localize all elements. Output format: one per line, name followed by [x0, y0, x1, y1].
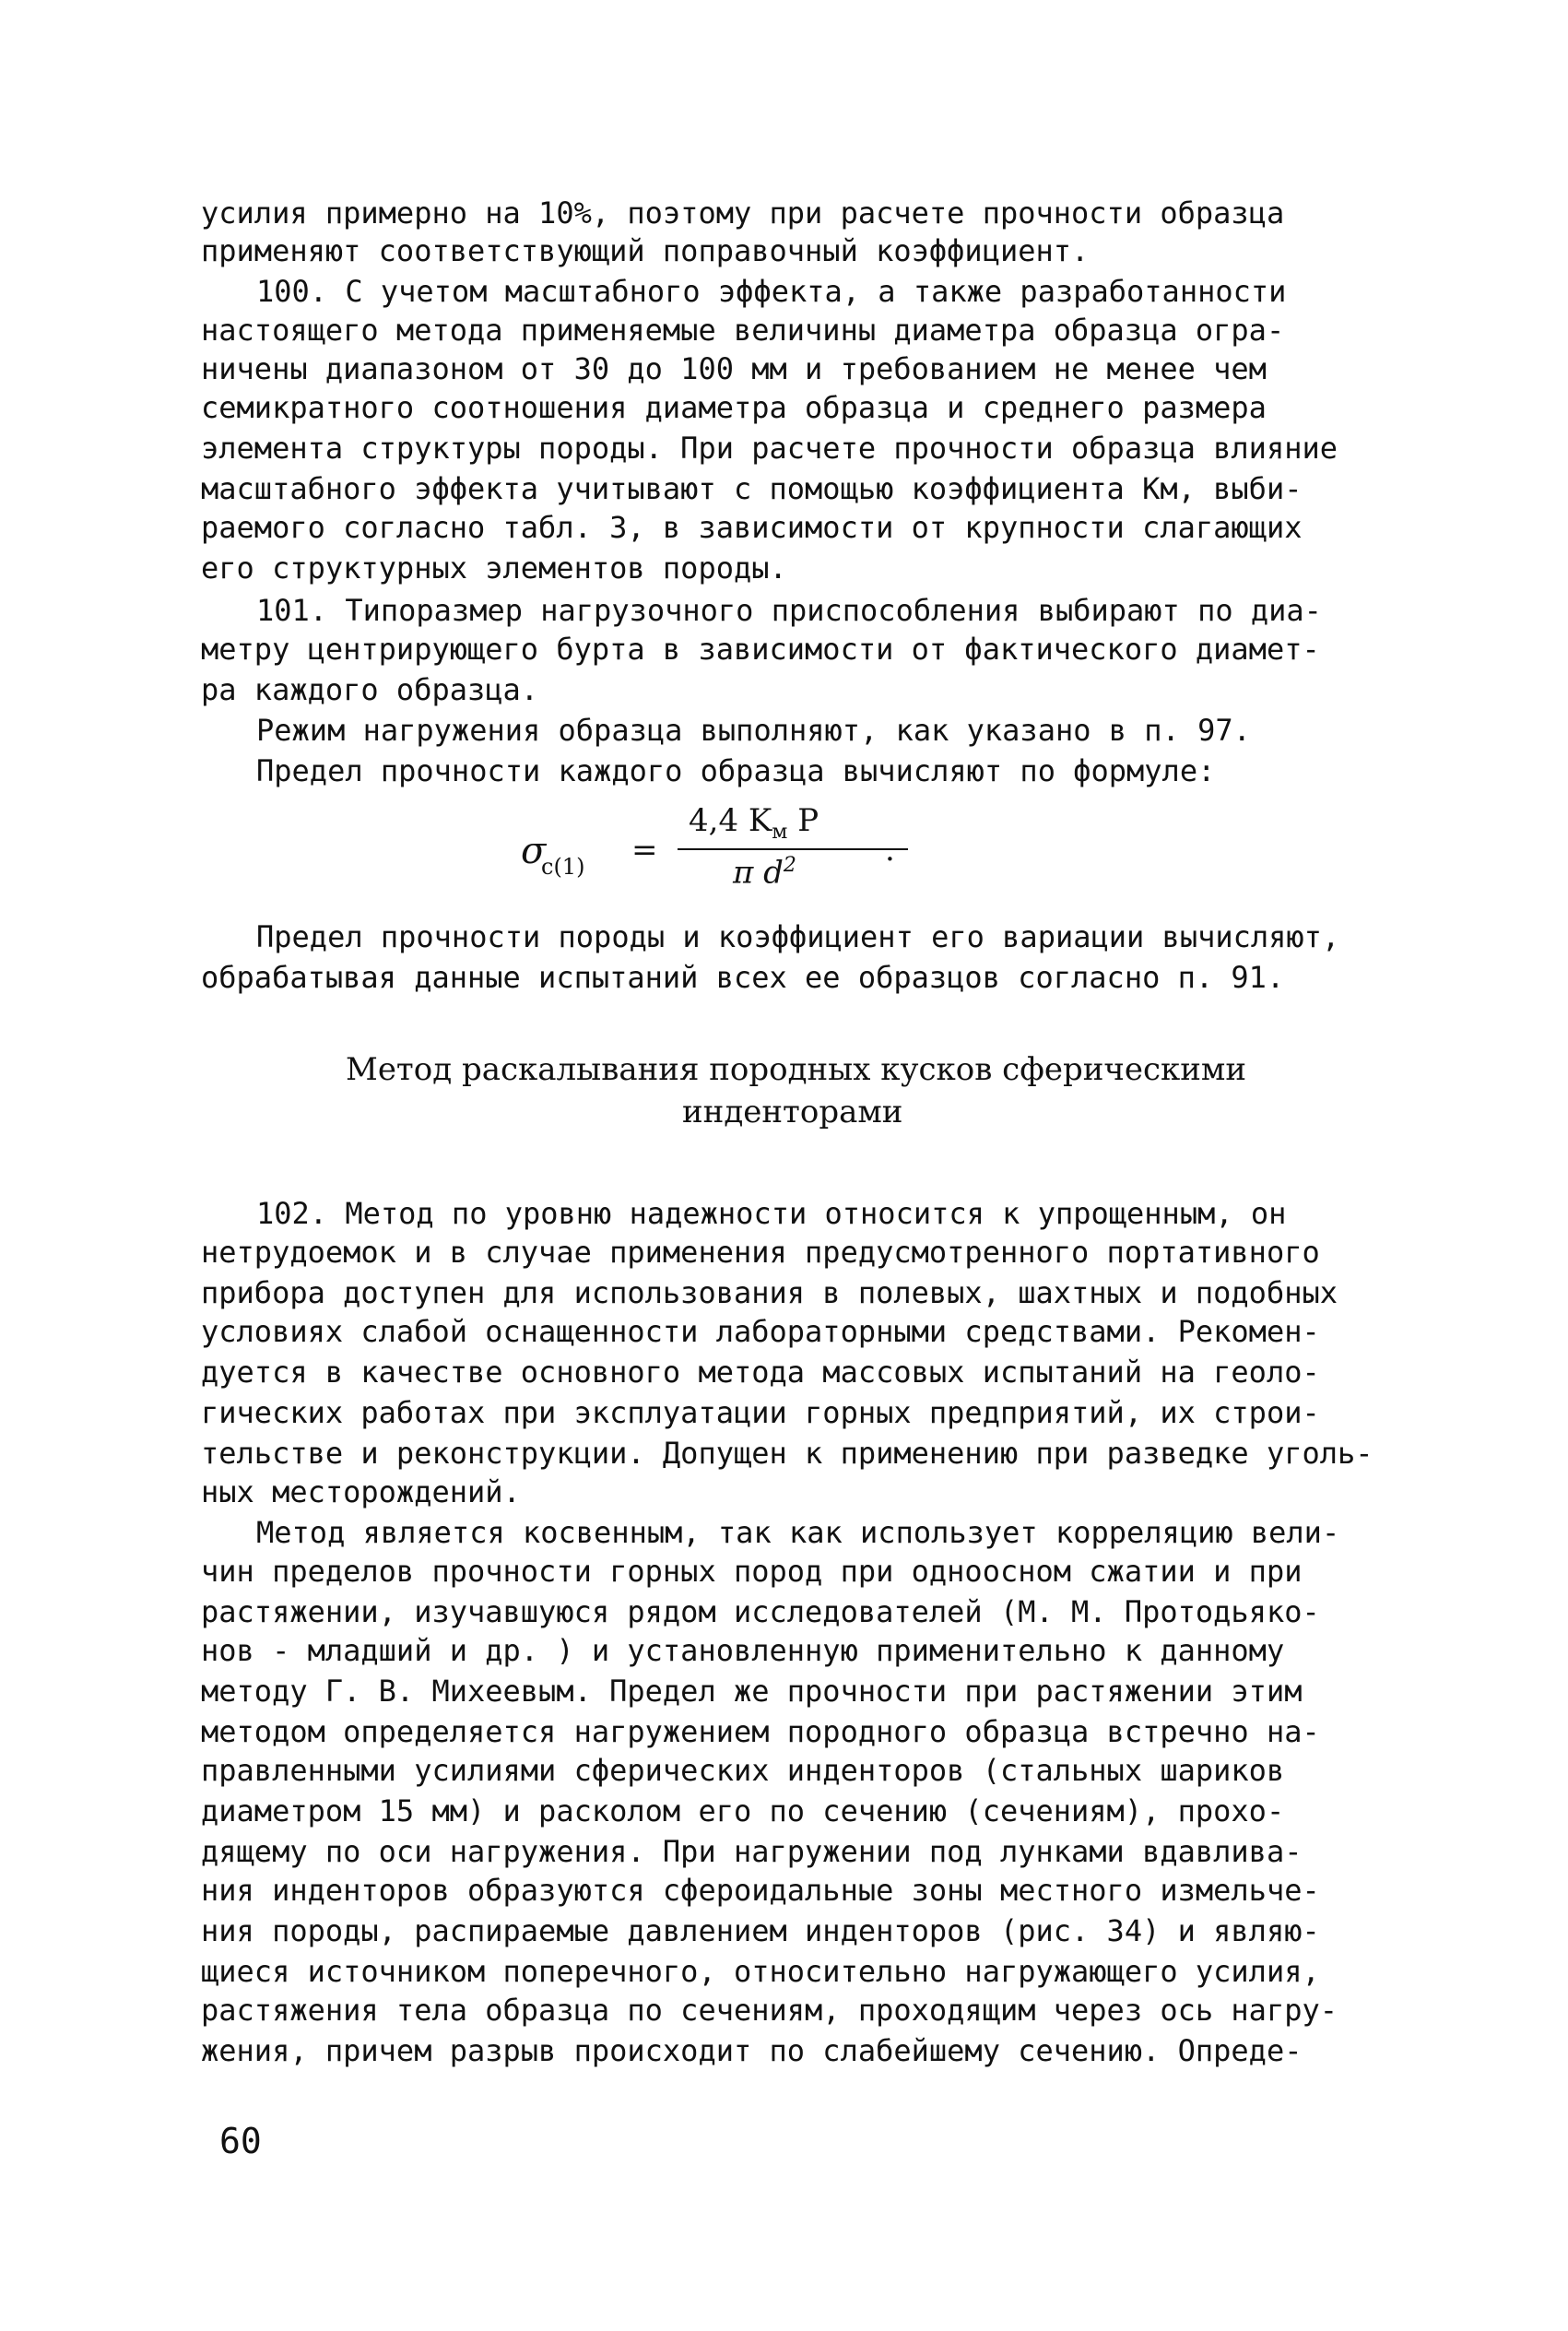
text-line: прибора доступен для использования в полевых, шахтных и подобных — [201, 1275, 1338, 1310]
formula-equals: = — [631, 832, 658, 869]
text-line: правленными усилиями сферических инденторов (стальных шариков — [201, 1753, 1285, 1788]
text-line: семикратного соотношения диаметра образца и среднего размера — [201, 390, 1267, 425]
formula-sigma: σ — [521, 830, 547, 872]
text-line: его структурных элементов породы. — [201, 550, 787, 586]
text-line: нов - младший и др. ) и установленную применительно к данному — [201, 1633, 1285, 1668]
text-line: ния инденторов образуются сфероидальные зоны местного измельче- — [201, 1873, 1320, 1908]
text-line: методом определяется нагружением породного образца встречно на- — [201, 1714, 1320, 1749]
text-line: 100. С учетом масштабного эффекта, а также разработанности — [256, 274, 1287, 309]
text-line: чин пределов прочности горных пород при одноосном сжатии и при — [201, 1554, 1303, 1589]
text-line: дуется в качестве основного метода массовых испытаний на геоло- — [201, 1355, 1320, 1390]
text-line: нетрудоемок и в случае применения предусмотренного портативного — [201, 1235, 1320, 1270]
text-line: растяжении, изучавшуюся рядом исследователей (М. М. Протодьяко- — [201, 1594, 1320, 1629]
formula-numerator: 4,4 $K_м$ P — [689, 802, 819, 844]
text-line: условиях слабой оснащенности лабораторными средствами. Рекомен- — [201, 1314, 1320, 1349]
text-line: 101. Типоразмер нагрузочного приспособления выбирают по диа- — [256, 593, 1322, 628]
text-line: ния породы, распираемые давлением инденторов (рис. 34) и являю- — [201, 1913, 1320, 1948]
section-heading-line: инденторами — [682, 1094, 903, 1130]
text-line: элемента структуры породы. При расчете прочности образца влияние — [201, 431, 1338, 466]
text-line: обрабатывая данные испытаний всех ее образцов согласно п. 91. — [201, 960, 1285, 995]
text-line: метру центрирующего бурта в зависимости от фактического диамет- — [201, 632, 1320, 667]
text-line: растяжения тела образца по сечениям, проходящим через ось нагру- — [201, 1993, 1338, 2028]
text-line: щиеся источником поперечного, относительно нагружающего усилия, — [201, 1954, 1320, 1989]
text-line: усилия примерно на 10%, поэтому при расчете прочности образца — [201, 195, 1285, 231]
text-line: жения, причем разрыв происходит по слабейшему сечению. Опреде- — [201, 2033, 1303, 2068]
text-line: 102. Метод по уровню надежности относится к упрощенным, он — [256, 1196, 1287, 1231]
text-line: настоящего метода применяемые величины диаметра образца огра- — [201, 313, 1285, 348]
text-line: гических работах при эксплуатации горных предприятий, их строи- — [201, 1395, 1320, 1430]
text-line: Предел прочности породы и коэффициент его вариации вычисляют, — [256, 919, 1340, 954]
text-line: диаметром 15 мм) и расколом его по сечению (сечениям), прохо- — [201, 1793, 1285, 1828]
text-line: раемого согласно табл. 3, в зависимости от крупности слагающих — [201, 510, 1303, 545]
fraction-bar — [678, 848, 908, 850]
page-number: 60 — [219, 2121, 262, 2161]
strength-formula — [521, 802, 908, 904]
text-line: ничены диапазоном от 30 до 100 мм и требованием не менее чем — [201, 351, 1267, 386]
section-heading-line: Метод раскалывания породных кусков сферическими — [346, 1051, 1247, 1088]
text-line: тельстве и реконструкции. Допущен к применению при разведке уголь- — [201, 1436, 1373, 1471]
text-line: ных месторождений. — [201, 1474, 521, 1509]
text-line: Предел прочности каждого образца вычисляют по формуле: — [256, 753, 1216, 788]
formula-sigma-subscript: с(1) — [541, 854, 585, 880]
text-line: методу Г. В. Михеевым. Предел же прочности при растяжении этим — [201, 1674, 1303, 1709]
formula-denominator: π $d^2$ — [733, 854, 796, 892]
text-line: дящему по оси нагружения. При нагружении под лунками вдавлива- — [201, 1834, 1303, 1869]
text-line: Метод является косвенным, так как использует корреляцию вели- — [256, 1515, 1340, 1550]
text-line: Режим нагружения образца выполняют, как указано в п. 97. — [256, 713, 1251, 748]
text-line: ра каждого образца. — [201, 672, 539, 707]
text-line: масштабного эффекта учитывают с помощью коэффициента Kм, выби- — [201, 471, 1303, 506]
text-line: применяют соответствующий поправочный коэффициент. — [201, 233, 1090, 268]
formula-period: . — [885, 832, 895, 869]
